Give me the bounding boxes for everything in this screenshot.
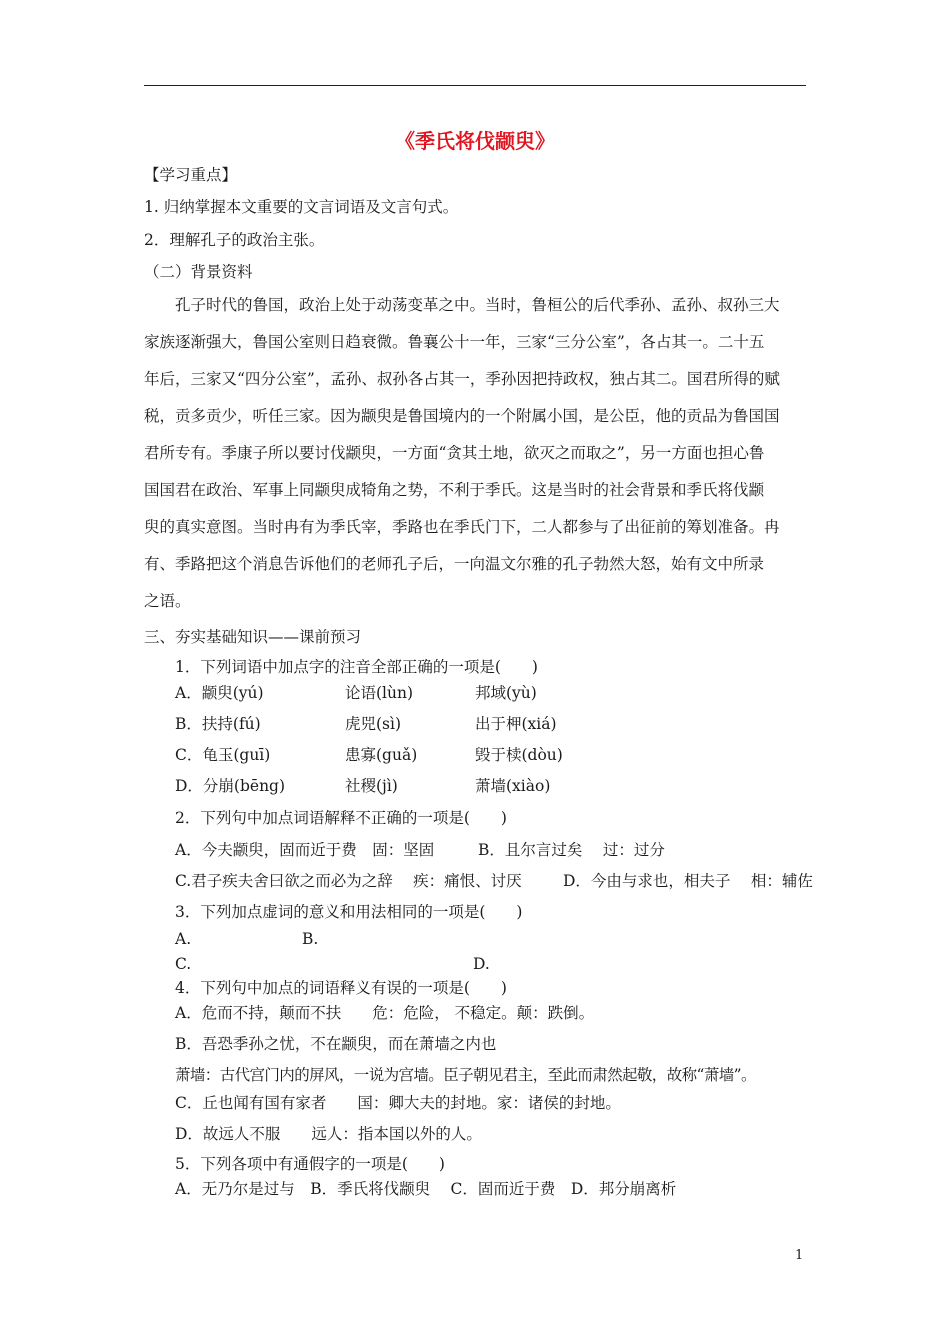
- q1-stem: 1．下列词语中加点字的注音全部正确的一项是( ): [175, 658, 538, 676]
- q3-option: D.: [473, 955, 490, 973]
- q1-option: D．分崩(bēng): [175, 777, 286, 795]
- page-title: 《季氏将伐颛臾》: [395, 129, 555, 153]
- q2-option: A．今夫颛臾，固而近于费 固：坚固: [175, 841, 435, 859]
- q1-option: 出于柙(xiá): [475, 715, 557, 733]
- q1-option: A．颛臾(yú): [175, 684, 264, 702]
- q1-option: 虎兕(sì): [345, 715, 402, 733]
- q2-option: B．且尔言过矣 过：过分: [478, 841, 665, 859]
- focus-item-2: 2．理解孔子的政治主张。: [144, 231, 325, 249]
- q4-note: 萧墙：古代宫门内的屏风，一说为宫墙。臣子朝见君主，至此而肃然起敬，故称“萧墙”。: [175, 1066, 756, 1084]
- section3-heading: 三、夯实基础知识——课前预习: [144, 628, 362, 646]
- q1-option: 论语(lùn): [345, 684, 414, 702]
- q4-stem: 4．下列句中加点的词语释义有误的一项是( ): [175, 979, 507, 997]
- q1-option: C．龟玉(guī): [175, 746, 271, 764]
- q4-option: B．吾恐季孙之忧，不在颛臾，而在萧墙之内也: [175, 1035, 497, 1053]
- background-heading: （二）背景资料: [144, 263, 253, 281]
- q2-stem: 2．下列句中加点词语解释不正确的一项是( ): [175, 809, 507, 827]
- background-line: 之语。: [144, 592, 191, 610]
- section-focus-heading: 【学习重点】: [144, 166, 238, 184]
- q1-option: B．扶持(fú): [175, 715, 261, 733]
- background-line: 年后，三家又“四分公室”，孟孙、叔孙各占其一，季孙因把持政权，独占其二。国君所得的赋: [144, 370, 780, 388]
- page-number: 1: [795, 1248, 804, 1263]
- q1-option: 萧墙(xiào): [475, 777, 551, 795]
- q4-option: A．危而不持，颠而不扶 危：危险， 不稳定。颠：跌倒。: [175, 1004, 595, 1022]
- background-line: 国国君在政治、军事上同颛臾成犄角之势，不利于季氏。这是当时的社会背景和季氏将伐颛: [144, 481, 765, 499]
- background-line: 孔子时代的鲁国，政治上处于动荡变革之中。当时，鲁桓公的后代季孙、孟孙、叔孙三大: [175, 296, 780, 314]
- q3-option: A.: [175, 930, 192, 948]
- q3-stem: 3．下列加点虚词的意义和用法相同的一项是( ): [175, 903, 523, 921]
- q1-option: 患寡(guǎ): [345, 746, 418, 764]
- q3-option: C.: [175, 955, 192, 973]
- background-line: 臾的真实意图。当时冉有为季氏宰，季路也在季氏门下，二人都参与了出征前的筹划准备。冉: [144, 518, 780, 536]
- q4-option: C．丘也闻有国有家者 国：卿大夫的封地。家：诸侯的封地。: [175, 1094, 621, 1112]
- q2-option: D．今由与求也，相夫子 相：辅佐: [563, 872, 813, 890]
- q1-option: 社稷(jì): [345, 777, 398, 795]
- background-line: 家族逐渐强大，鲁国公室则日趋衰微。鲁襄公十一年，三家“三分公室”，各占其一。二十五: [144, 333, 765, 351]
- background-line: 君所专有。季康子所以要讨伐颛臾，一方面“贪其土地，欲灭之而取之”，另一方面也担心鲁: [144, 444, 765, 462]
- focus-item-1: 1. 归纳掌握本文重要的文言词语及文言句式。: [144, 198, 459, 216]
- q1-option: 邦域(yù): [475, 684, 537, 702]
- q4-option: D．故远人不服 远人：指本国以外的人。: [175, 1125, 482, 1143]
- q5-options: A．无乃尔是过与 B．季氏将伐颛臾 C．固而近于费 D．邦分崩离析: [175, 1180, 677, 1198]
- q5-stem: 5．下列各项中有通假字的一项是( ): [175, 1155, 445, 1173]
- background-line: 税，贡多贡少，听任三家。因为颛臾是鲁国境内的一个附属小国，是公臣，他的贡品为鲁国国: [144, 407, 780, 425]
- q3-option: B.: [302, 930, 319, 948]
- q2-option: C.君子疾夫舍曰欲之而必为之辞 疾：痛恨、讨厌: [175, 872, 522, 890]
- q1-option: 毁于椟(dòu): [475, 746, 563, 764]
- header-rule: [144, 85, 806, 86]
- background-line: 有、季路把这个消息告诉他们的老师孔子后，一向温文尔雅的孔子勃然大怒，始有文中所录: [144, 555, 765, 573]
